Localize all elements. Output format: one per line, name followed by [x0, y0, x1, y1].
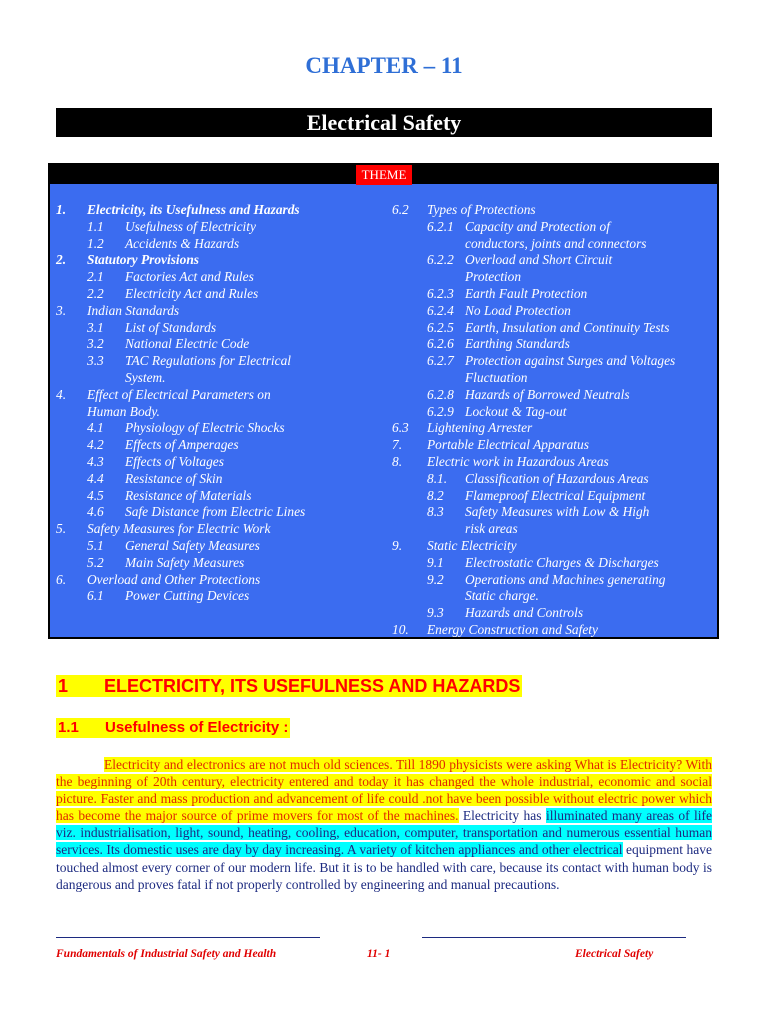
toc-item-number: 3.1	[87, 319, 104, 335]
footer-rule-left	[56, 937, 320, 938]
toc-right-column	[392, 201, 717, 641]
body-paragraph	[56, 756, 712, 893]
toc-item-label: Electricity, its Usefulness and Hazards	[87, 202, 300, 217]
toc-item-label: Safe Distance from Electric Lines	[125, 504, 306, 520]
toc-item-number: 4.2	[87, 437, 104, 453]
toc-item-label: Statutory Provisions	[87, 252, 199, 268]
toc-item	[56, 503, 386, 520]
highlighted-text-cyan: illuminated many areas of life viz. industrialisation, light, sound, heating, cooling, education, computer, transportation and numerous essential human services. Its domestic uses are day by day increasing. A variety of kitchen appliances and other electrical	[56, 808, 712, 858]
toc-item	[56, 436, 386, 453]
toc-item-label: Operations and Machines generating	[465, 571, 666, 587]
toc-item-label: Protection	[465, 269, 522, 285]
toc-item-number: 2.1	[87, 269, 104, 285]
toc-item-number: 7.	[392, 437, 403, 453]
toc-item-number: 1.1	[87, 218, 104, 234]
toc-item	[56, 554, 386, 571]
highlighted-text-yellow: Electricity and electronics are not much old sciences. Till 1890 physicists were asking What is Electricity? With the beginning of 20th century, electricity entered and today it has changed the whole industrial, economic and social picture. Faster and mass production and advancement of life could .not have been possible without electric power which has become the major source of prime movers for most of the machines.	[56, 757, 712, 824]
toc-item-number: 3.2	[87, 336, 104, 352]
toc-item-number: 6.2.8	[427, 386, 454, 402]
toc-item-label: Safety Measures with Low & High	[465, 504, 650, 520]
toc-item	[392, 352, 717, 369]
toc-item-label: Main Safety Measures	[125, 554, 245, 570]
toc-item	[392, 302, 717, 319]
toc-item-number: 8.2	[427, 487, 444, 503]
toc-item-number: 5.1	[87, 538, 104, 553]
toc-item-label: Human Body.	[87, 403, 160, 419]
footer-chapter-title: Electrical Safety	[575, 948, 654, 960]
toc-item-label: Accidents & Hazards	[125, 235, 240, 251]
toc-item-label: Lockout & Tag-out	[465, 403, 567, 419]
toc-item-number: 4.5	[87, 487, 104, 503]
toc-item-label: Resistance of Materials	[125, 487, 252, 503]
toc-item	[392, 335, 717, 352]
toc-item	[392, 520, 717, 537]
toc-item-number: 6.2.3	[427, 286, 454, 301]
toc-item	[56, 352, 386, 369]
toc-item	[392, 403, 717, 420]
toc-item-label: Overload and Other Protections	[87, 571, 261, 587]
footer-book-title: Fundamentals of Industrial Safety and Health	[56, 948, 277, 960]
toc-item-number: 6.2.2	[427, 252, 454, 268]
toc-item	[56, 470, 386, 487]
toc-item	[392, 604, 717, 621]
toc-item-number: 3.3	[87, 353, 104, 369]
plain-text: Electricity has	[458, 808, 546, 824]
subsection-title: Usefulness of Electricity :	[105, 719, 289, 736]
toc-item-number: 8.1.	[427, 470, 448, 486]
toc-item	[392, 285, 717, 302]
toc-item-label: Electricity Act and Rules	[125, 286, 259, 301]
toc-item-number: 6.2	[392, 202, 409, 217]
toc-item-label: Static Electricity	[427, 538, 517, 553]
toc-item	[56, 537, 386, 554]
toc-item	[56, 319, 386, 336]
toc-item-label: Factories Act and Rules	[125, 269, 254, 285]
chapter-heading: CHAPTER – 11	[305, 53, 463, 78]
toc-item-number: 4.	[56, 386, 67, 402]
toc-item	[56, 369, 386, 386]
footer-page-number: 11- 1	[367, 948, 391, 960]
toc-item-label: List of Standards	[125, 319, 217, 335]
toc-item	[392, 218, 717, 235]
toc-item-number: 10.	[392, 622, 409, 637]
toc-item	[392, 571, 717, 588]
toc-item-label: risk areas	[465, 521, 518, 537]
toc-item-label: Resistance of Skin	[125, 470, 223, 486]
toc-item	[392, 386, 717, 403]
toc-item	[392, 251, 717, 268]
toc-item-label: Fluctuation	[465, 370, 528, 385]
toc-item-label: General Safety Measures	[125, 538, 260, 553]
toc-item-number: 1.	[56, 202, 67, 217]
toc-item	[392, 554, 717, 571]
toc-item	[56, 453, 386, 470]
toc-left-column	[56, 201, 386, 621]
toc-item	[392, 621, 717, 638]
toc-item-label: Effects of Amperages	[125, 437, 239, 453]
toc-item-number: 6.1	[87, 588, 104, 604]
toc-item-label: Static charge.	[465, 588, 539, 604]
toc-item-label: Effect of Electrical Parameters on	[87, 386, 271, 402]
footer-rule-right	[422, 937, 686, 938]
toc-item-number: 4.3	[87, 454, 104, 469]
toc-item-number: 6.2.7	[427, 353, 454, 369]
toc-item-number: 4.4	[87, 470, 104, 486]
toc-item-label: Lightening Arrester	[427, 420, 533, 436]
chapter-title: Electrical Safety	[56, 108, 712, 137]
toc-item-label: Types of Protections	[427, 202, 536, 217]
toc-item	[56, 201, 386, 218]
toc-item-number: 9.2	[427, 571, 444, 587]
toc-item	[56, 268, 386, 285]
toc-item-number: 2.2	[87, 286, 104, 301]
toc-item-number: 6.2.1	[427, 218, 454, 234]
toc-item-label: Protection against Surges and Voltages	[465, 353, 676, 369]
toc-item	[392, 487, 717, 504]
toc-item	[392, 453, 717, 470]
toc-item-label: Indian Standards	[87, 302, 180, 318]
toc-item	[56, 386, 386, 403]
toc-item	[56, 285, 386, 302]
toc-item-label: Electrostatic Charges & Discharges	[465, 554, 659, 570]
toc-item-number: 4.6	[87, 504, 104, 520]
toc-item	[56, 218, 386, 235]
toc-item-label: Safety Measures for Electric Work	[87, 521, 271, 537]
toc-item-number: 2.	[56, 252, 67, 268]
toc-item-number: 3.	[56, 302, 67, 318]
toc-item-number: 6.	[56, 571, 67, 587]
toc-item-label: Energy Construction and Safety	[427, 622, 598, 637]
toc-item-label: System.	[125, 370, 166, 385]
toc-item	[392, 268, 717, 285]
toc-item-number: 9.	[392, 538, 403, 553]
section-heading-1	[56, 675, 522, 697]
subsection-heading-1-1	[56, 718, 290, 738]
toc-item-number: 4.1	[87, 420, 104, 436]
toc-item	[56, 335, 386, 352]
toc-item-label: Earth Fault Protection	[465, 286, 588, 301]
toc-item-label: Portable Electrical Apparatus	[427, 437, 589, 453]
toc-item	[392, 436, 717, 453]
toc-item	[56, 302, 386, 319]
toc-item	[56, 419, 386, 436]
toc-item	[392, 419, 717, 436]
toc-item-number: 6.2.6	[427, 336, 454, 352]
toc-item	[392, 470, 717, 487]
section-number: 1	[58, 676, 69, 696]
toc-item	[56, 571, 386, 588]
toc-item-number: 9.3	[427, 605, 444, 621]
toc-item-number: 1.2	[87, 235, 104, 251]
toc-item-number: 9.1	[427, 554, 444, 570]
toc-item-number: 6.3	[392, 420, 409, 436]
toc-item	[56, 251, 386, 268]
theme-label: THEME	[356, 165, 412, 185]
toc-item	[392, 587, 717, 604]
toc-item	[56, 235, 386, 252]
plain-text: equipment have touched almost every corner of our modern life. But it is to be handled with care, because its contact with human body is dangerous and proves fatal if not properly controlled by engineering and manual precautions.	[56, 842, 712, 892]
toc-item-number: 8.3	[427, 504, 444, 520]
toc-item-number: 6.2.9	[427, 403, 454, 419]
toc-item-number: 8.	[392, 454, 403, 469]
toc-item-label: Capacity and Protection of	[465, 218, 610, 234]
toc-item	[392, 235, 717, 252]
toc-item-label: Usefulness of Electricity	[125, 218, 256, 234]
section-title: ELECTRICITY, ITS USEFULNESS AND HAZARDS	[104, 676, 521, 696]
toc-item-label: Physiology of Electric Shocks	[125, 420, 285, 436]
toc-item-number: 5.2	[87, 554, 104, 570]
toc-item-label: Earthing Standards	[465, 336, 570, 352]
toc-item-label: Hazards of Borrowed Neutrals	[465, 386, 630, 402]
toc-item-label: Earth, Insulation and Continuity Tests	[465, 319, 670, 335]
toc-item-label: TAC Regulations for Electrical	[125, 353, 292, 369]
toc-item-label: Electric work in Hazardous Areas	[427, 454, 609, 469]
subsection-number: 1.1	[58, 719, 79, 736]
toc-item-label: National Electric Code	[125, 336, 250, 352]
toc-item	[392, 503, 717, 520]
toc-item-number: 5.	[56, 521, 67, 537]
toc-item	[392, 369, 717, 386]
toc-item	[56, 520, 386, 537]
toc-item-number: 6.2.5	[427, 319, 454, 335]
toc-item-label: Effects of Voltages	[125, 454, 224, 469]
toc-item	[56, 487, 386, 504]
toc-item-label: Overload and Short Circuit	[465, 252, 613, 268]
toc-item-label: No Load Protection	[465, 302, 571, 318]
toc-item	[392, 319, 717, 336]
toc-item	[392, 537, 717, 554]
toc-item	[56, 587, 386, 604]
toc-item-label: Power Cutting Devices	[125, 588, 250, 604]
toc-item-label: Hazards and Controls	[465, 605, 584, 621]
toc-item-number: 6.2.4	[427, 302, 454, 318]
toc-item	[56, 403, 386, 420]
toc-item	[392, 201, 717, 218]
toc-item-label: conductors, joints and connectors	[465, 235, 647, 251]
toc-item-label: Flameproof Electrical Equipment	[465, 487, 646, 503]
toc-item-label: Classification of Hazardous Areas	[465, 470, 649, 486]
